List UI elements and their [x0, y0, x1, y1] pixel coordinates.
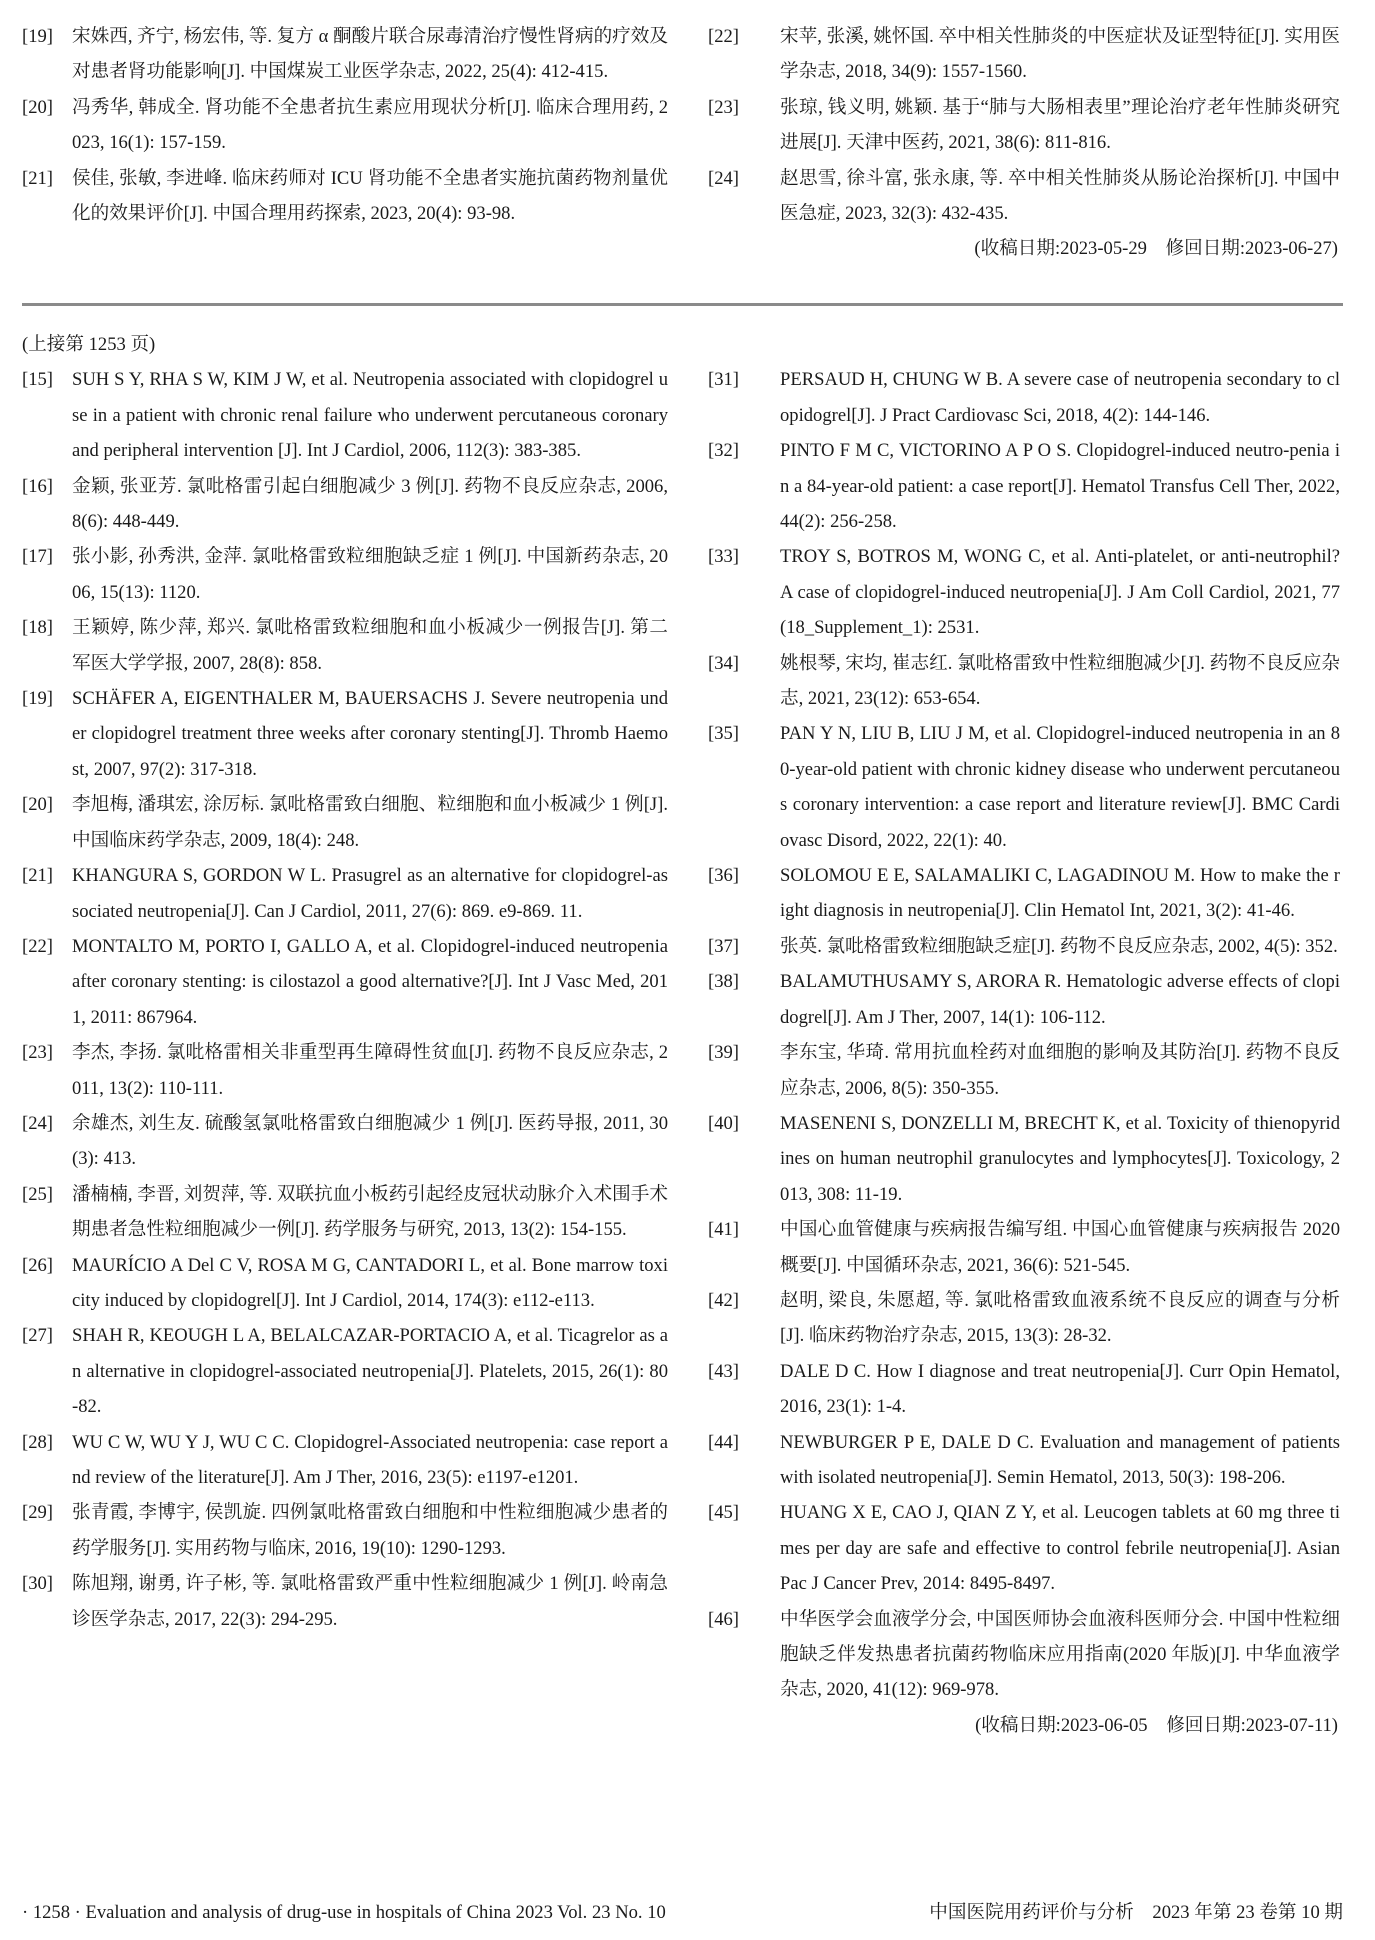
reference-item — [708, 362, 1340, 433]
reference-number: [45] — [708, 1502, 739, 1524]
reference-number: [31] — [708, 369, 739, 391]
reference-item — [22, 161, 668, 232]
reference-text: 宋苹, 张溪, 姚怀国. 卒中相关性肺炎的中医症状及证型特征[J]. 实用医学杂志, 2018, 34(9): 1557-1560. — [780, 26, 1340, 83]
reference-number: [35] — [708, 723, 739, 745]
reference-text: 余雄杰, 刘生友. 硫酸氢氯吡格雷致白细胞减少 1 例[J]. 医药导报, 2011, 30(3): 413. — [72, 1112, 668, 1170]
reference-item — [22, 787, 668, 858]
reference-number: [25] — [22, 1183, 53, 1205]
reference-number: [36] — [708, 865, 739, 887]
reference-number: [21] — [22, 865, 53, 887]
reference-item — [708, 929, 1340, 964]
reference-number: [44] — [708, 1431, 739, 1453]
reference-text: MAURÍCIO A Del C V, ROSA M G, CANTADORI L, et al. Bone marrow toxicity induced by clopidogrel[J]. Int J Cardiol, 2014, 174(3): e112-e113. — [72, 1254, 668, 1311]
reference-text: HUANG X E, CAO J, QIAN Z Y, et al. Leucogen tablets at 60 mg three times per day are safe and effective to control febrile neutropenia[J]. Asian Pac J Cancer Prev, 2014: 8495-8497. — [780, 1502, 1340, 1595]
reference-item — [708, 539, 1340, 645]
reference-item — [708, 433, 1340, 539]
reference-item — [22, 681, 668, 787]
reference-number: [33] — [708, 546, 739, 568]
bottom-left-list — [22, 362, 668, 1637]
reference-number: [24] — [708, 167, 739, 189]
reference-number: [30] — [22, 1573, 53, 1595]
reference-number: [42] — [708, 1289, 739, 1311]
reference-number: [16] — [22, 475, 53, 497]
reference-item — [708, 716, 1340, 858]
reference-number: [19] — [22, 26, 53, 47]
reference-item — [708, 161, 1340, 232]
reference-item — [22, 362, 668, 468]
footer-journal-english: · 1258 · Evaluation and analysis of drug-use in hospitals of China 2023 Vol. 23 No. 10 — [22, 1902, 666, 1923]
reference-item — [22, 1177, 668, 1248]
reference-text: 宋姝西, 齐宁, 杨宏伟, 等. 复方 α 酮酸片联合尿毒清治疗慢性肾病的疗效及对患者肾功能影响[J]. 中国煤炭工业医学杂志, 2022, 25(4): 412-415. — [72, 26, 668, 83]
reference-item — [22, 19, 668, 90]
reference-text: KHANGURA S, GORDON W L. Prasugrel as an alternative for clopidogrel-associated neutropenia[J]. Can J Cardiol, 2011, 27(6): 869. e9-869. 11. — [72, 865, 668, 922]
reference-number: [29] — [22, 1502, 53, 1524]
reference-text: DALE D C. How I diagnose and treat neutropenia[J]. Curr Opin Hematol, 2016, 23(1): 1-4. — [780, 1360, 1340, 1418]
reference-text: 中华医学会血液学分会, 中国医师协会血液科医师分会. 中国中性粒细胞缺乏伴发热患者抗菌药物临床应用指南(2020 年版)[J]. 中华血液学杂志, 2020, 41(12): 969-978. — [780, 1608, 1340, 1701]
reference-number: [40] — [708, 1112, 739, 1134]
received-dates: (收稿日期:2023-06-05 修回日期:2023-07-11) — [975, 1714, 1338, 1736]
reference-item — [22, 1425, 668, 1496]
reference-text: PAN Y N, LIU B, LIU J M, et al. Clopidogrel-induced neutropenia in an 80-year-old patient with chronic kidney disease who underwent percutaneous coronary intervention: a case report and literature review[J]. BMC Cardiovasc Disord, 2022, 22(1): 40. — [780, 723, 1340, 851]
reference-number: [37] — [708, 935, 739, 957]
reference-text: 赵思雪, 徐斗富, 张永康, 等. 卒中相关性肺炎从肠论治探析[J]. 中国中医急症, 2023, 32(3): 432-435. — [780, 167, 1340, 225]
reference-number: [20] — [22, 794, 53, 816]
reference-item — [708, 1035, 1340, 1106]
reference-item — [22, 1106, 668, 1177]
reference-number: [32] — [708, 440, 739, 462]
reference-text: TROY S, BOTROS M, WONG C, et al. Anti-platelet, or anti-neutrophil? A case of clopidogrel-induced neutropenia[J]. J Am Coll Cardiol, 2021, 77(18_Supplement_1): 2531. — [780, 546, 1340, 639]
reference-item — [22, 1248, 668, 1319]
spacer — [708, 327, 1340, 362]
continued-from-note: (上接第 1253 页) — [22, 334, 156, 355]
reference-number: [43] — [708, 1360, 739, 1382]
reference-item — [22, 90, 668, 161]
reference-text: MONTALTO M, PORTO I, GALLO A, et al. Clopidogrel-induced neutropenia after coronary stenting: is cilostazol a good alternative?[J]. Int J Vasc Med, 2011, 2011: 867964. — [72, 935, 668, 1028]
reference-item — [708, 964, 1340, 1035]
reference-number: [23] — [22, 1042, 53, 1064]
reference-item — [708, 1106, 1340, 1212]
reference-number: [24] — [22, 1112, 53, 1134]
reference-text: 姚根琴, 宋均, 崔志红. 氯吡格雷致中性粒细胞减少[J]. 药物不良反应杂志, 2021, 23(12): 653-654. — [780, 652, 1340, 710]
reference-number: [26] — [22, 1254, 53, 1276]
reference-item — [22, 1566, 668, 1637]
top-left-references — [22, 19, 668, 231]
reference-text: 张小影, 孙秀洪, 金萍. 氯吡格雷致粒细胞缺乏症 1 例[J]. 中国新药杂志, 2006, 15(13): 1120. — [72, 546, 668, 603]
reference-text: MASENENI S, DONZELLI M, BRECHT K, et al. Toxicity of thienopyridines on human neutrophil granulocytes and lymphocytes[J]. Toxicology, 2013, 308: 11-19. — [780, 1112, 1340, 1205]
reference-number: [18] — [22, 617, 53, 639]
reference-text: SCHÄFER A, EIGENTHALER M, BAUERSACHS J. Severe neutropenia under clopidogrel treatment three weeks after coronary stenting[J]. Thromb Haemost, 2007, 97(2): 317-318. — [72, 688, 668, 780]
bottom-right-list — [708, 362, 1340, 1707]
reference-number: [21] — [22, 167, 53, 189]
reference-number: [17] — [22, 546, 53, 568]
reference-text: 中国心血管健康与疾病报告编写组. 中国心血管健康与疾病报告 2020 概要[J]. 中国循环杂志, 2021, 36(6): 521-545. — [780, 1219, 1340, 1276]
bottom-right-references — [708, 327, 1340, 1743]
reference-item — [22, 610, 668, 681]
reference-number: [23] — [708, 96, 739, 118]
reference-number: [34] — [708, 652, 739, 674]
reference-item — [22, 469, 668, 540]
reference-text: SUH S Y, RHA S W, KIM J W, et al. Neutropenia associated with clopidogrel use in a patient with chronic renal failure who underwent percutaneous coronary and peripheral intervention [J]. Int J Cardiol, 2006, 112(3): 383-385. — [72, 369, 668, 462]
reference-text: 侯佳, 张敏, 李进峰. 临床药师对 ICU 肾功能不全患者实施抗菌药物剂量优化的效果评价[J]. 中国合理用药探索, 2023, 20(4): 93-98. — [72, 167, 668, 225]
reference-item — [708, 1283, 1340, 1354]
reference-item — [22, 858, 668, 929]
top-right-references — [708, 19, 1340, 267]
bottom-left-references — [22, 327, 668, 1637]
reference-text: PINTO F M C, VICTORINO A P O S. Clopidogrel-induced neutro-penia in a 84-year-old patient: a case report[J]. Hematol Transfus Cell Ther, 2022, 44(2): 256-258. — [780, 440, 1340, 533]
reference-item — [22, 929, 668, 1035]
reference-text: PERSAUD H, CHUNG W B. A severe case of neutropenia secondary to clopidogrel[J]. J Pract Cardiovasc Sci, 2018, 4(2): 144-146. — [780, 369, 1340, 426]
reference-text: 李旭梅, 潘琪宏, 涂厉标. 氯吡格雷致白细胞、粒细胞和血小板减少 1 例[J]. 中国临床药学杂志, 2009, 18(4): 248. — [72, 794, 668, 851]
received-dates: (收稿日期:2023-05-29 修回日期:2023-06-27) — [974, 238, 1338, 260]
reference-number: [39] — [708, 1042, 739, 1064]
top-right-list — [708, 19, 1340, 231]
page-footer — [22, 1898, 1343, 1928]
section-divider — [22, 303, 1343, 306]
reference-text: 李杰, 李扬. 氯吡格雷相关非重型再生障碍性贫血[J]. 药物不良反应杂志, 2011, 13(2): 110-111. — [72, 1042, 668, 1099]
reference-number: [19] — [22, 688, 53, 710]
reference-number: [27] — [22, 1325, 53, 1347]
reference-text: 张琼, 钱义明, 姚颖. 基于“肺与大肠相表里”理论治疗老年性肺炎研究进展[J]. 天津中医药, 2021, 38(6): 811-816. — [780, 96, 1340, 154]
reference-text: 李东宝, 华琦. 常用抗血栓药对血细胞的影响及其防治[J]. 药物不良反应杂志, 2006, 8(5): 350-355. — [780, 1042, 1340, 1099]
reference-item — [708, 1495, 1340, 1601]
reference-text: NEWBURGER P E, DALE D C. Evaluation and management of patients with isolated neutropenia[J]. Semin Hematol, 2013, 50(3): 198-206. — [780, 1431, 1340, 1488]
reference-text: SHAH R, KEOUGH L A, BELALCAZAR-PORTACIO A, et al. Ticagrelor as an alternative in clopidogrel-associated neutropenia[J]. Platelets, 2015, 26(1): 80-82. — [72, 1325, 668, 1418]
reference-number: [38] — [708, 971, 739, 993]
reference-number: [41] — [708, 1219, 739, 1241]
reference-number: [22] — [22, 935, 53, 957]
reference-item — [708, 1425, 1340, 1496]
reference-text: 潘楠楠, 李晋, 刘贺萍, 等. 双联抗血小板药引起经皮冠状动脉介入术围手术期患者急性粒细胞减少一例[J]. 药学服务与研究, 2013, 13(2): 154-155. — [72, 1183, 668, 1241]
reference-text: 金颖, 张亚芳. 氯吡格雷引起白细胞减少 3 例[J]. 药物不良反应杂志, 2006, 8(6): 448-449. — [72, 475, 668, 533]
reference-text: 张青霞, 李博宇, 侯凯旋. 四例氯吡格雷致白细胞和中性粒细胞减少患者的药学服务[J]. 实用药物与临床, 2016, 19(10): 1290-1293. — [72, 1502, 668, 1559]
reference-text: 冯秀华, 韩成全. 肾功能不全患者抗生素应用现状分析[J]. 临床合理用药, 2023, 16(1): 157-159. — [72, 96, 668, 154]
reference-item — [708, 19, 1340, 90]
reference-number: [15] — [22, 369, 53, 391]
reference-item — [22, 539, 668, 610]
reference-text: WU C W, WU Y J, WU C C. Clopidogrel-Associated neutropenia: case report and review of the literature[J]. Am J Ther, 2016, 23(5): e1197-e1201. — [72, 1431, 668, 1488]
reference-item — [708, 90, 1340, 161]
reference-text: SOLOMOU E E, SALAMALIKI C, LAGADINOU M. How to make the right diagnosis in neutropenia[J]. Clin Hematol Int, 2021, 3(2): 41-46. — [780, 865, 1340, 922]
reference-item — [708, 1602, 1340, 1708]
reference-number: [22] — [708, 26, 739, 47]
reference-text: 张英. 氯吡格雷致粒细胞缺乏症[J]. 药物不良反应杂志, 2002, 4(5): 352. — [780, 935, 1338, 957]
footer-journal-chinese: 中国医院用药评价与分析 2023 年第 23 卷第 10 期 — [929, 1902, 1343, 1923]
reference-item — [708, 646, 1340, 717]
reference-item — [22, 1318, 668, 1424]
reference-text: BALAMUTHUSAMY S, ARORA R. Hematologic adverse effects of clopidogrel[J]. Am J Ther, 2007, 14(1): 106-112. — [780, 971, 1340, 1028]
reference-text: 赵明, 梁良, 朱愿超, 等. 氯吡格雷致血液系统不良反应的调查与分析[J]. 临床药物治疗杂志, 2015, 13(3): 28-32. — [780, 1289, 1340, 1347]
reference-number: [46] — [708, 1608, 739, 1630]
reference-item — [708, 858, 1340, 929]
reference-text: 陈旭翔, 谢勇, 许子彬, 等. 氯吡格雷致严重中性粒细胞减少 1 例[J]. 岭南急诊医学杂志, 2017, 22(3): 294-295. — [72, 1573, 668, 1630]
reference-item — [22, 1495, 668, 1566]
reference-item — [708, 1212, 1340, 1283]
reference-number: [20] — [22, 96, 53, 118]
reference-item — [22, 1035, 668, 1106]
reference-item — [708, 1354, 1340, 1425]
reference-number: [28] — [22, 1431, 53, 1453]
reference-text: 王颖婷, 陈少萍, 郑兴. 氯吡格雷致粒细胞和血小板减少一例报告[J]. 第二军医大学学报, 2007, 28(8): 858. — [72, 617, 668, 674]
